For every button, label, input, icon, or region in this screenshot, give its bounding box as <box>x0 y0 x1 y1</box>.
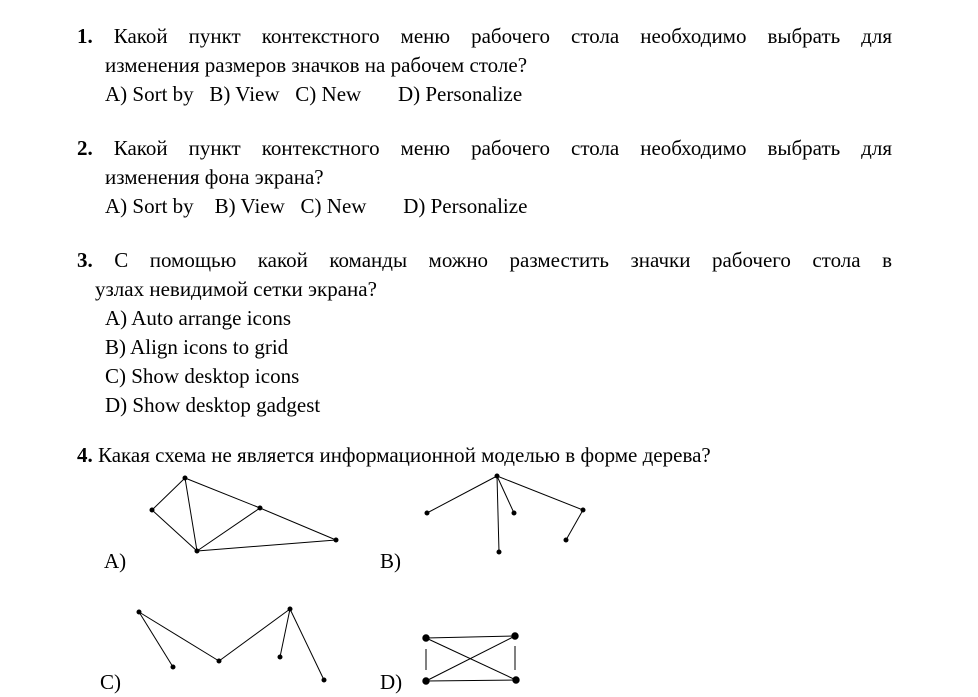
q1-option-c[interactable]: C) New <box>295 82 362 106</box>
q3-option-b[interactable]: B) Align icons to grid <box>105 335 289 359</box>
figure-b-graph <box>425 474 585 554</box>
question-1-line-2: изменения размеров значков на рабочем столе? <box>105 53 528 77</box>
q3-option-a[interactable]: A) Auto arrange icons <box>105 306 292 330</box>
figure-a-graph <box>150 476 338 553</box>
figure-d-graph <box>423 633 519 684</box>
q1-option-d[interactable]: D) Personalize <box>397 82 523 106</box>
q1-option-a[interactable]: A) Sort by <box>105 82 194 106</box>
q1-option-b[interactable]: B) View <box>209 82 280 106</box>
q2-option-a[interactable]: A) Sort by <box>105 194 194 218</box>
figure-a-label[interactable]: A) <box>104 549 127 573</box>
question-2-line-1: Какой пункт контекстного меню рабочего стола необходимо выбрать для <box>113 136 892 160</box>
q2-option-b[interactable]: B) View <box>214 194 285 218</box>
q3-option-d[interactable]: D) Show desktop gadgest <box>105 393 321 417</box>
question-4-line-1: Какая схема не является информационной моделью в форме дерева? <box>98 443 711 467</box>
figure-b-label[interactable]: B) <box>380 549 401 573</box>
figure-d-label[interactable]: D) <box>380 670 403 694</box>
q2-option-c[interactable]: C) New <box>300 194 367 218</box>
question-3-number: 3. <box>77 248 93 272</box>
figure-c-graph <box>137 607 326 682</box>
question-3-line-1: С помощью какой команды можно разместить значки рабочего стола в <box>114 248 893 272</box>
question-2-line-2: изменения фона экрана? <box>105 165 324 189</box>
q2-option-d[interactable]: D) Personalize <box>403 194 528 218</box>
q3-option-c[interactable]: C) Show desktop icons <box>105 364 300 388</box>
question-1-line-1: Какой пункт контекстного меню рабочего стола необходимо выбрать для <box>113 24 892 48</box>
question-4-number: 4. <box>77 443 93 467</box>
question-3-line-2: узлах невидимой сетки экрана? <box>95 277 377 301</box>
question-1-number: 1. <box>77 24 93 48</box>
figure-c-label[interactable]: C) <box>100 670 121 694</box>
question-2-number: 2. <box>77 136 93 160</box>
